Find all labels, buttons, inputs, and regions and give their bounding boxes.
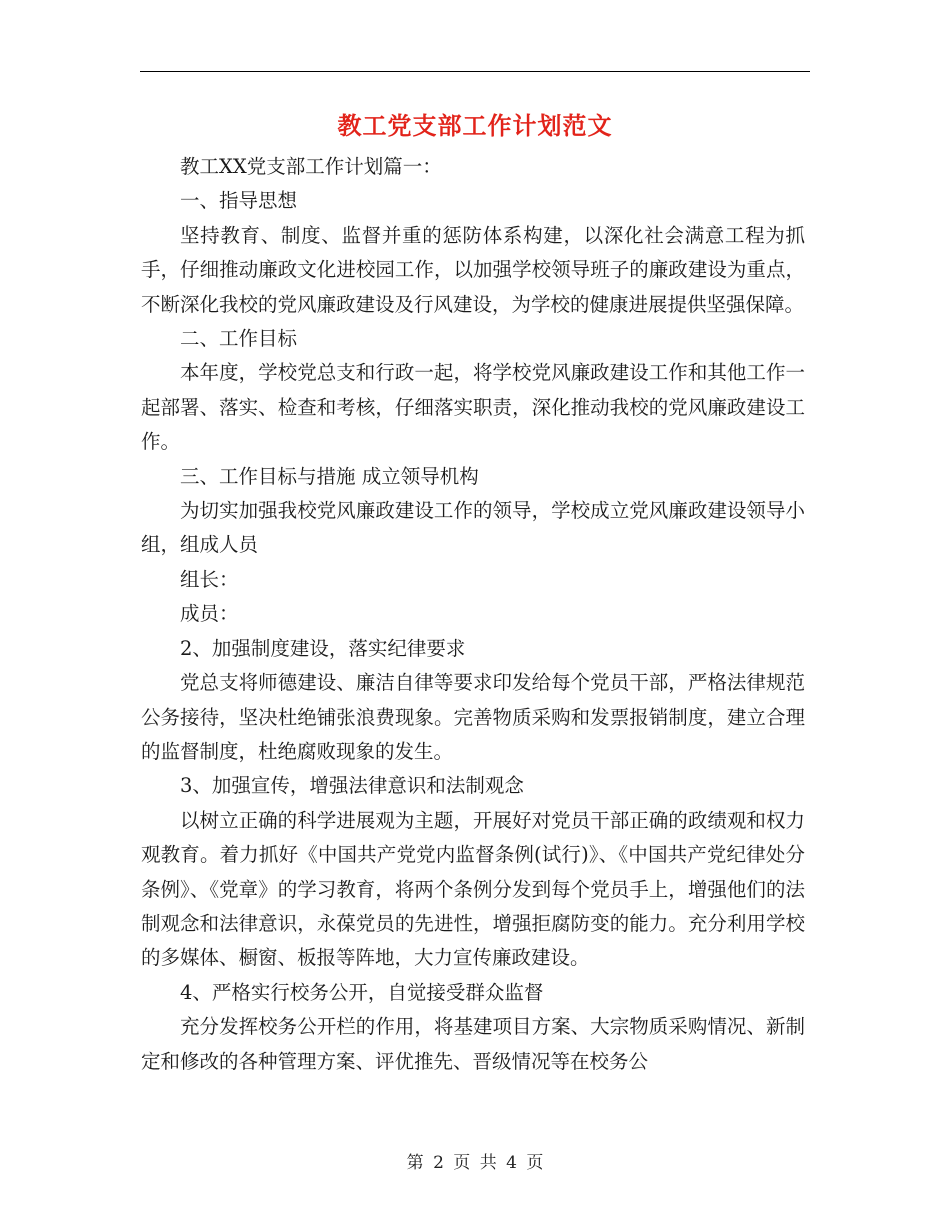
paragraph-system-building: 党总支将师德建设、廉洁自律等要求印发给每个党员干部，严格法律规范公务接待，坚决杜绝铺张浪费现象。完善物质采购和发票报销制度，建立合理的监督制度，杜绝腐败现象的发生。 bbox=[141, 671, 805, 763]
subheading-publicity: 3、加强宣传，增强法律意识和法制观念 bbox=[180, 774, 524, 798]
document-body bbox=[141, 150, 805, 1079]
subheading-school-affairs: 4、严格实行校务公开，自觉接受群众监督 bbox=[180, 980, 544, 1004]
section-heading-goals-measures: 三、工作目标与措施 成立领导机构 bbox=[180, 464, 479, 488]
subheading-system-building: 2、加强制度建设，落实纪律要求 bbox=[180, 636, 466, 660]
group-members-line: 成员： bbox=[180, 602, 239, 626]
section-heading-guiding-ideology: 一、指导思想 bbox=[180, 189, 298, 213]
group-leader-line: 组长： bbox=[180, 567, 239, 591]
document-title: 教工党支部工作计划范文 bbox=[337, 111, 613, 140]
paragraph-school-affairs: 充分发挥校务公开栏的作用，将基建项目方案、大宗物质采购情况、新制定和修改的各种管理方案、评优推先、晋级情况等在校务公 bbox=[141, 1015, 805, 1073]
paragraph-leadership-group: 为切实加强我校党风廉政建设工作的领导，学校成立党风廉政建设领导小组，组成人员 bbox=[141, 499, 805, 557]
intro-line: 教工XX党支部工作计划篇一： bbox=[180, 155, 442, 178]
paragraph-work-goals: 本年度，学校党总支和行政一起，将学校党风廉政建设工作和其他工作一起部署、落实、检查和考核，仔细落实职责，深化推动我校的党风廉政建设工作。 bbox=[141, 361, 805, 454]
paragraph-guiding-ideology: 坚持教育、制度、监督并重的惩防体系构建，以深化社会满意工程为抓手，仔细推动廉政文化进校园工作，以加强学校领导班子的廉政建设为重点，不断深化我校的党风廉政建设及行风建设，为学校的健康进展提供坚强保障。 bbox=[141, 223, 805, 316]
section-heading-work-goals: 二、工作目标 bbox=[180, 327, 298, 351]
paragraph-publicity: 以树立正确的科学进展观为主题，开展好对党员干部正确的政绩观和权力观教育。着力抓好《中国共产党党内监督条例(试行)》、《中国共产党纪律处分条例》、《党章》的学习教育，将两个条例分发到每个党员手上，增强他们的法制观念和法律意识，永葆党员的先进性，增强拒腐防变的能力。充分利用学校的多媒体、橱窗、板报等阵地，大力宣传廉政建设。 bbox=[141, 808, 805, 970]
page-footer: 第 2 页 共 4 页 bbox=[406, 1153, 544, 1173]
header-rule bbox=[140, 71, 810, 72]
